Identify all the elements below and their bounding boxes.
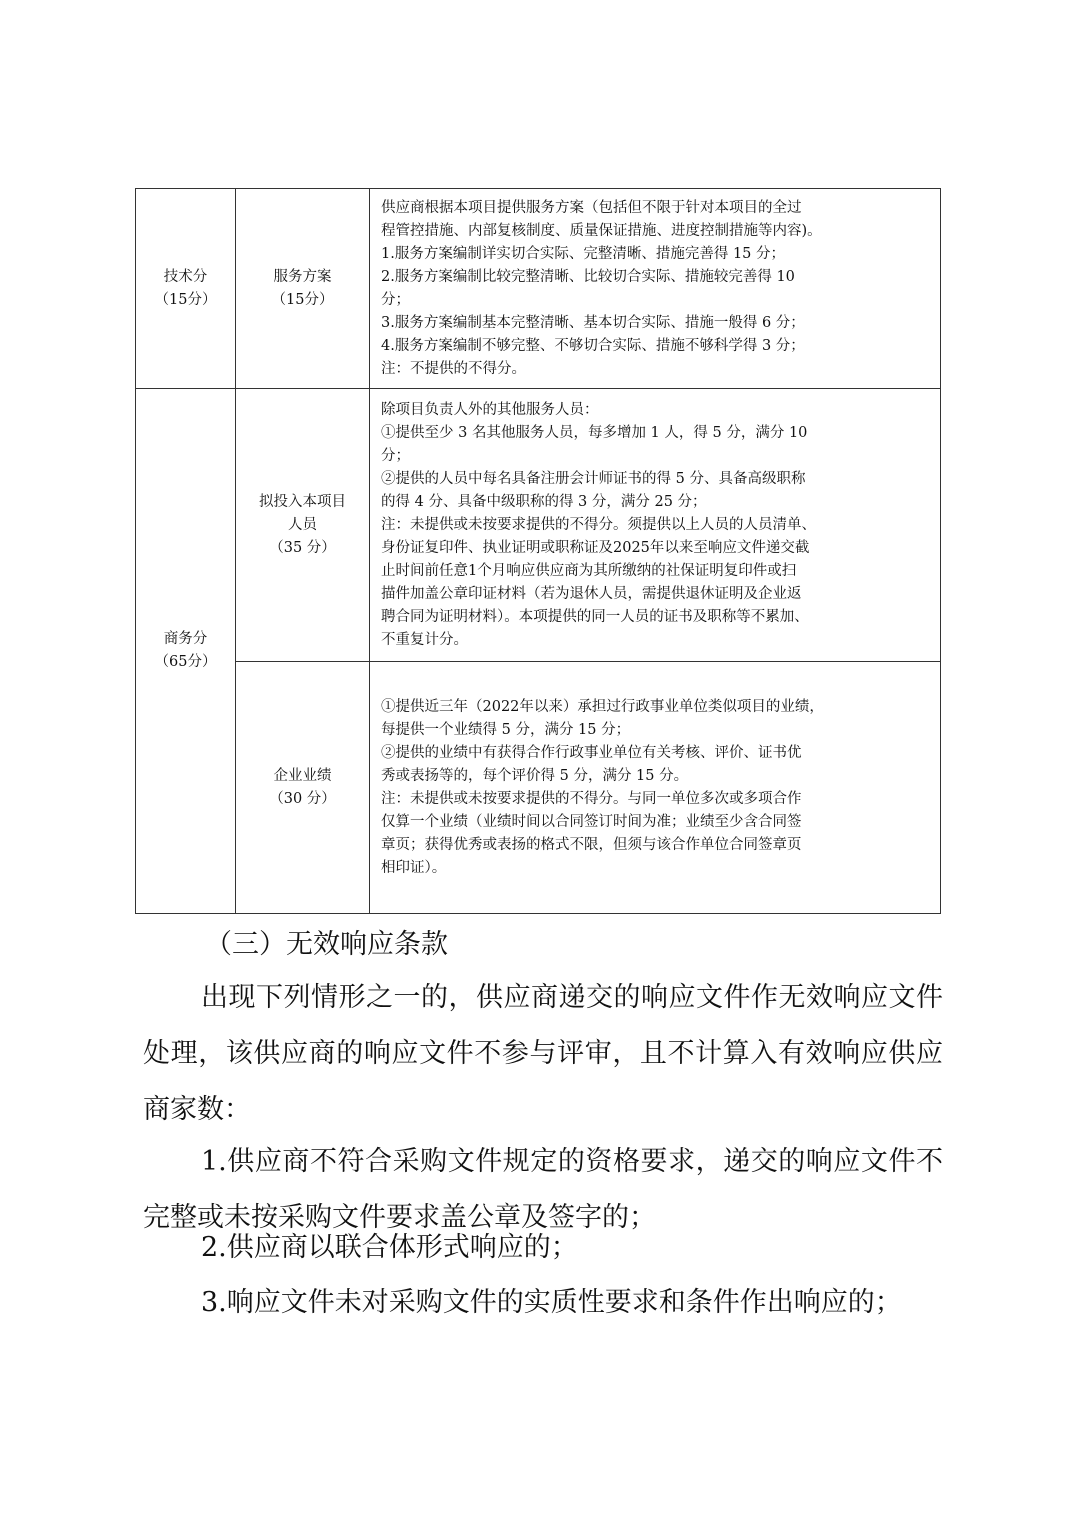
criteria-line: ②提供的业绩中有获得合作行政事业单位有关考核、评价、证书优 [381,744,802,761]
criteria-line: 章页；获得优秀或表扬的格式不限，但须与该合作单位合同签章页 [381,836,802,853]
criteria-line: 相印证）。 [381,859,447,876]
criteria-line: ②提供的人员中每名具备注册会计师证书的得 5 分、具备高级职称 [381,470,806,487]
criteria-line: 注：未提供或未按要求提供的不得分。须提供以上人员的人员清单、 [381,516,816,533]
table-row-tech [136,189,941,389]
criteria-line: 身份证复印件、执业证明或职称证及2025年以来至响应文件递交截 [381,539,810,556]
category-score: （15分） [154,291,217,308]
criteria-line: 2.服务方案编制比较完整清晰、比较切合实际、措施较完善得 10 [381,268,795,285]
criteria-cell-service [370,189,941,389]
criteria-line: 的得 4 分、具备中级职称的得 3 分，满分 25 分； [381,493,707,510]
criteria-line: 每提供一个业绩得 5 分，满分 15 分； [381,721,631,738]
criteria-line: ①提供近三年（2022年以来）承担过行政事业单位类似项目的业绩， [381,698,824,715]
item-score: （15分） [271,291,334,308]
scoring-table [135,188,941,914]
section-intro-paragraph: 出现下列情形之一的，供应商递交的响应文件作无效响应文件处理，该供应商的响应文件不参与评审，且不计算入有效响应供应商家数： [143,982,943,1125]
item-score: （30 分） [269,790,336,807]
criteria-line: 供应商根据本项目提供服务方案（包括但不限于针对本项目的全过 [381,199,802,216]
item-score: （35 分） [269,539,336,556]
criteria-line: 4.服务方案编制不够完整、不够切合实际、措施不够科学得 3 分； [381,337,805,354]
criteria-line: 止时间前任意1个月响应供应商为其所缴纳的社保证明复印件或扫 [381,562,797,579]
category-label: 技术分 [163,268,208,285]
item-label: 企业业绩 [273,767,332,784]
category-cell-tech [136,189,236,389]
table-row-performance [136,662,941,914]
criteria-line: 分； [381,447,410,464]
criteria-line: 1.服务方案编制详实切合实际、完整清晰、措施完善得 15 分； [381,245,786,262]
list-item: 2.供应商以联合体形式响应的； [201,1232,578,1263]
item-cell-staff [236,389,370,662]
criteria-line: 仅算一个业绩（业绩时间以合同签订时间为准；业绩至少含合同签 [381,813,802,830]
criteria-line: 描件加盖公章印证材料（若为退休人员，需提供退休证明及企业返 [381,585,802,602]
criteria-line: 聘合同为证明材料）。本项提供的同一人员的证书及职称等不累加、 [381,608,809,625]
criteria-cell-performance [370,662,941,914]
list-item: 1.供应商不符合采购文件规定的资格要求，递交的响应文件不完整或未按采购文件要求盖公章及签字的； [143,1146,943,1233]
item-cell-performance [236,662,370,914]
category-score: （65分） [154,654,217,670]
criteria-line: 程管控措施、内部复核制度、质量保证措施、进度控制措施等内容)。 [381,222,822,239]
criteria-line: 分； [381,291,410,308]
criteria-line: 除项目负责人外的其他服务人员： [381,401,599,418]
category-label: 商务分 [163,631,208,647]
category-cell-business [136,389,236,914]
table-row-staff [136,389,941,662]
criteria-line: 注：未提供或未按要求提供的不得分。与同一单位多次或多项合作 [381,790,802,807]
criteria-line: 秀或表扬等的，每个评价得 5 分，满分 15 分。 [381,767,689,784]
section-heading: （三）无效响应条款 [205,929,448,960]
item-cell-service [236,189,370,389]
criteria-line: 注：不提供的不得分。 [381,360,526,377]
item-label: 人员 [288,516,317,533]
criteria-line: 不重复计分。 [381,631,468,648]
list-item: 3.响应文件未对采购文件的实质性要求和条件作出响应的； [201,1287,902,1318]
criteria-cell-staff [370,389,941,662]
item-label: 服务方案 [273,268,332,285]
criteria-line: 3.服务方案编制基本完整清晰、基本切合实际、措施一般得 6 分； [381,314,805,331]
item-label: 拟投入本项目 [259,493,346,510]
criteria-line: ①提供至少 3 名其他服务人员，每多增加 1 人，得 5 分，满分 10 [381,424,808,441]
